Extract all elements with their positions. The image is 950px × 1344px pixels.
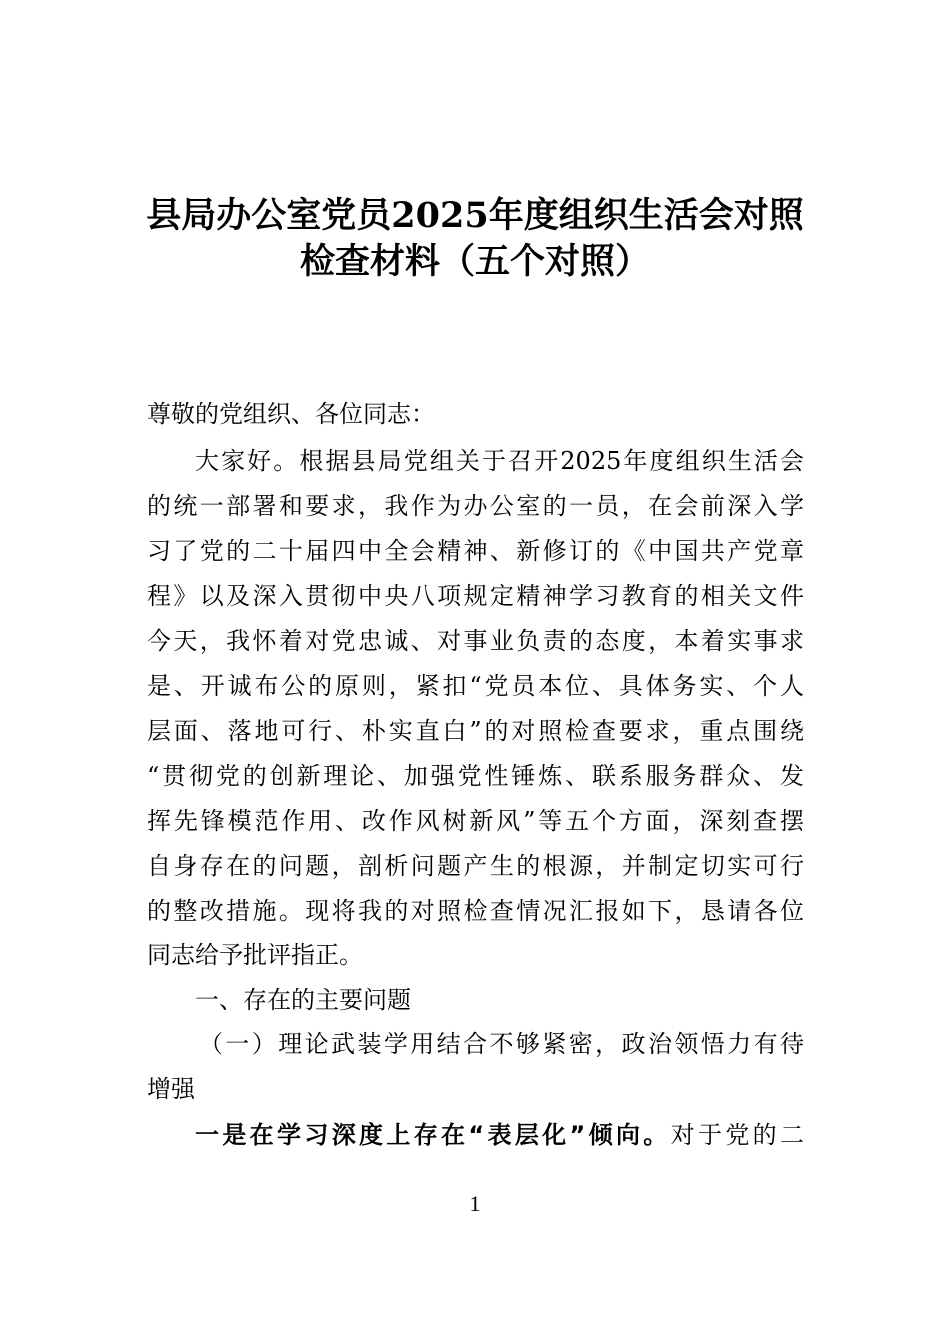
document-title-line-2: 检查材料（五个对照） — [299, 241, 650, 282]
subsection-heading-line-2: 增强 — [147, 1075, 195, 1103]
intro-line-8: “贯彻党的创新理论、加强党性锤炼、联系服务群众、发 — [147, 762, 804, 790]
intro-line-2: 的统一部署和要求，我作为办公室的一员，在会前深入学 — [147, 492, 804, 520]
subsection-heading-line-1: （一）理论武装学用结合不够紧密，政治领悟力有待 — [199, 1030, 804, 1058]
salutation: 尊敬的党组织、各位同志： — [147, 400, 435, 428]
point-one-text: 对于党的二 — [670, 1121, 805, 1149]
page-number: 1 — [469, 1191, 481, 1216]
intro-line-7: 层面、落地可行、朴实直白”的对照检查要求，重点围绕 — [147, 717, 804, 745]
intro-line-5: 今天，我怀着对党忠诚、对事业负责的态度，本着实事求 — [147, 627, 804, 655]
intro-line-3: 习了党的二十届四中全会精神、新修订的《中国共产党章 — [147, 537, 804, 565]
intro-line-12: 同志给予批评指正。 — [147, 941, 363, 969]
document-title-line-1: 县局办公室党员2025年度组织生活会对照 — [146, 195, 804, 236]
intro-line-6: 是、开诚布公的原则，紧扣“党员本位、具体务实、个人 — [147, 672, 804, 700]
intro-line-4: 程》以及深入贯彻中央八项规定精神学习教育的相关文件 — [147, 582, 804, 610]
intro-line-11: 的整改措施。现将我的对照检查情况汇报如下，恳请各位 — [147, 897, 804, 925]
point-one-lead: 一是在学习深度上存在“表层化”倾向。 — [195, 1121, 671, 1149]
intro-line-10: 自身存在的问题，剖析问题产生的根源，并制定切实可行 — [147, 852, 804, 880]
intro-line-1: 大家好。根据县局党组关于召开2025年度组织生活会 — [195, 447, 804, 475]
section-heading-problems: 一、存在的主要问题 — [195, 986, 411, 1014]
point-one-paragraph — [195, 1120, 804, 1150]
intro-line-9: 挥先锋模范作用、改作风树新风”等五个方面，深刻查摆 — [147, 807, 804, 835]
